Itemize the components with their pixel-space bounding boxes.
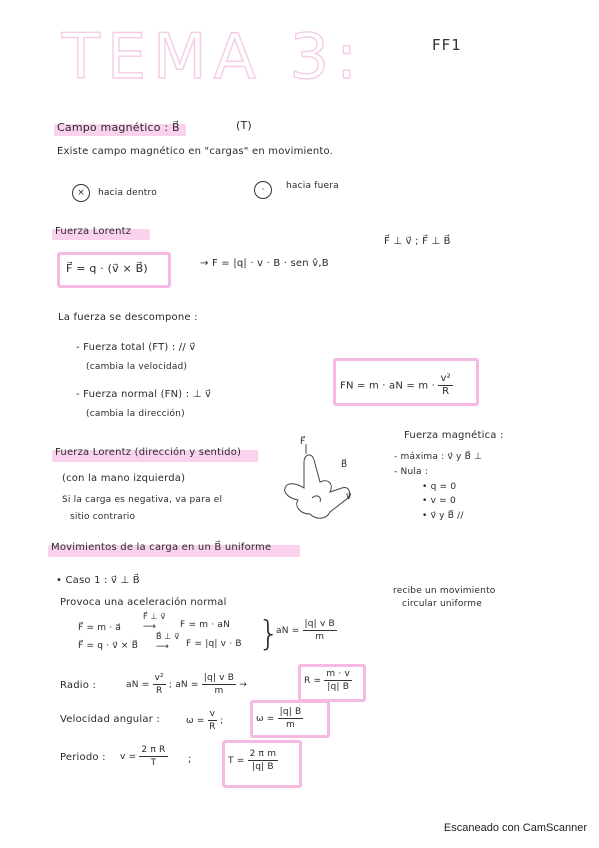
radius-denominator-1: R (155, 686, 163, 696)
angular-eq-1 (186, 708, 223, 733)
radius-label: Radio : (60, 680, 97, 691)
an-numerator: |q| v B (304, 619, 335, 629)
section-heading-campo: Campo magnético : B⃗ (57, 121, 180, 134)
t-numerator: 2 π m (249, 749, 277, 759)
period-eq-1 (120, 744, 168, 769)
v-denominator: T (150, 758, 157, 768)
total-force-note: (cambia la velocidad) (86, 362, 188, 372)
w-denominator: R (209, 722, 216, 732)
eq-newton-result: F = m · aN (180, 620, 231, 630)
w-lhs: ω = (186, 716, 205, 726)
radius-numerator-2: |q| v B (203, 673, 235, 683)
r-numerator: m · v (326, 669, 351, 679)
fn-formula: FN = m · aN = m · (340, 380, 436, 392)
circular-motion-note-1: recibe un movimiento (393, 586, 496, 596)
fn-fraction (438, 373, 452, 398)
hand-label-b: B⃗ (341, 460, 348, 470)
t-denominator: |q| B (251, 762, 274, 772)
circular-motion-note-2: circular uniforme (402, 599, 483, 609)
null-v: • v = 0 (422, 496, 456, 506)
dot-out-icon: · (254, 181, 272, 199)
normal-force-formula (340, 373, 453, 398)
left-hand-icon (272, 440, 362, 526)
w2-lhs: ω = (256, 714, 275, 724)
fn-numerator: v² (440, 373, 451, 384)
radius-eq-1 (126, 672, 247, 697)
unit-label: (T) (236, 119, 252, 132)
campo-description: Existe campo magnético en "cargas" en movimiento. (57, 146, 334, 157)
null-q: • q = 0 (422, 482, 457, 492)
null-parallel: • v⃗ y B⃗ // (422, 511, 464, 521)
v-numerator: 2 π R (141, 745, 166, 755)
w2-fraction (278, 706, 304, 731)
eq-newton-condition: F⃗ ⊥ v⃗ (143, 612, 166, 621)
total-force: - Fuerza total (FT) : // v⃗ (76, 342, 196, 353)
negative-charge-note-2: sitio contrario (70, 512, 136, 522)
negative-charge-note-1: Si la carga es negativa, va para el (62, 495, 223, 505)
cross-in-icon: × (72, 184, 90, 202)
hand-label-v: v⃗ (346, 492, 352, 502)
normal-force-note: (cambia la dirección) (86, 409, 185, 419)
w-fraction (208, 708, 218, 733)
lorentz-magnitude: → F = |q| · v · B · sen v̂,B (200, 258, 329, 269)
r-denominator: |q| B (327, 682, 350, 692)
brace-icon: } (258, 614, 280, 654)
w-numerator: v (209, 709, 216, 719)
radius-denominator-2: m (214, 686, 224, 696)
r-fraction (324, 668, 352, 693)
arrow-icon: ⟶ (143, 622, 157, 632)
magnetic-force-title: Fuerza magnética : (404, 430, 504, 441)
period-result (228, 748, 278, 773)
an-result (276, 618, 337, 643)
case-1: • Caso 1 : v⃗ ⊥ B⃗ (56, 575, 140, 586)
label-in: hacia dentro (98, 188, 157, 198)
radius-lhs: aN = (126, 680, 150, 690)
angular-eq-2 (256, 706, 303, 731)
period-label: Periodo : (60, 752, 106, 763)
eq-newton: F⃗ = m · a⃗ (78, 623, 122, 633)
normal-acceleration: Provoca una aceleración normal (60, 597, 227, 608)
radius-result (304, 668, 352, 693)
magnetic-force-max: - máxima : v⃗ y B⃗ ⊥ (394, 452, 483, 462)
lorentz-formula: F⃗ = q · (v⃗ × B⃗) (66, 262, 148, 275)
radius-lhs-2: ; aN = (168, 680, 199, 690)
hand-label-f: F⃗ (300, 437, 306, 447)
page-code: FF1 (432, 36, 462, 54)
eq-lorentz: F⃗ = q · v⃗ × B⃗ (78, 641, 139, 651)
w2-denominator: m (286, 720, 295, 730)
magnetic-force-null: - Nula : (394, 467, 429, 477)
arrow-icon: ⟶ (156, 642, 170, 652)
an-lhs: aN = (276, 626, 300, 636)
w-separator: ; (220, 716, 224, 726)
perpendicular-note: F⃗ ⊥ v⃗ ; F⃗ ⊥ B⃗ (384, 236, 451, 247)
label-out: hacia fuera (286, 181, 339, 191)
normal-force: - Fuerza normal (FN) : ⊥ v⃗ (76, 389, 212, 400)
camscanner-watermark: Escaneado con CamScanner (443, 822, 587, 834)
t-lhs: T = (228, 756, 245, 766)
section-heading-movimientos: Movimientos de la carga en un B⃗ uniforme (51, 542, 272, 553)
decomposition-intro: La fuerza se descompone : (58, 312, 198, 323)
eq-lorentz-result: F = |q| v · B (186, 639, 242, 649)
angular-velocity-label: Velocidad angular : (60, 714, 160, 725)
w2-numerator: |q| B (279, 707, 302, 717)
page-title: TEMA 3: (62, 20, 364, 93)
radius-arrow: → (239, 680, 247, 690)
an-denominator: m (315, 632, 325, 642)
an-fraction (303, 618, 337, 643)
radius-fraction-2 (202, 672, 236, 697)
radius-numerator-1: v² (154, 673, 164, 683)
v-fraction (139, 744, 167, 769)
section-heading-direccion: Fuerza Lorentz (dirección y sentido) (55, 447, 242, 458)
period-separator: ; (188, 754, 192, 765)
t-fraction (248, 748, 279, 773)
left-hand-note: (con la mano izquierda) (62, 473, 186, 484)
v-lhs: v = (120, 752, 137, 762)
r-lhs: R = (304, 676, 322, 686)
fn-denominator: R (442, 386, 450, 397)
section-heading-lorentz: Fuerza Lorentz (55, 226, 132, 237)
radius-fraction-1 (153, 672, 166, 697)
eq-lorentz-condition: B⃗ ⊥ v⃗ (156, 632, 180, 641)
